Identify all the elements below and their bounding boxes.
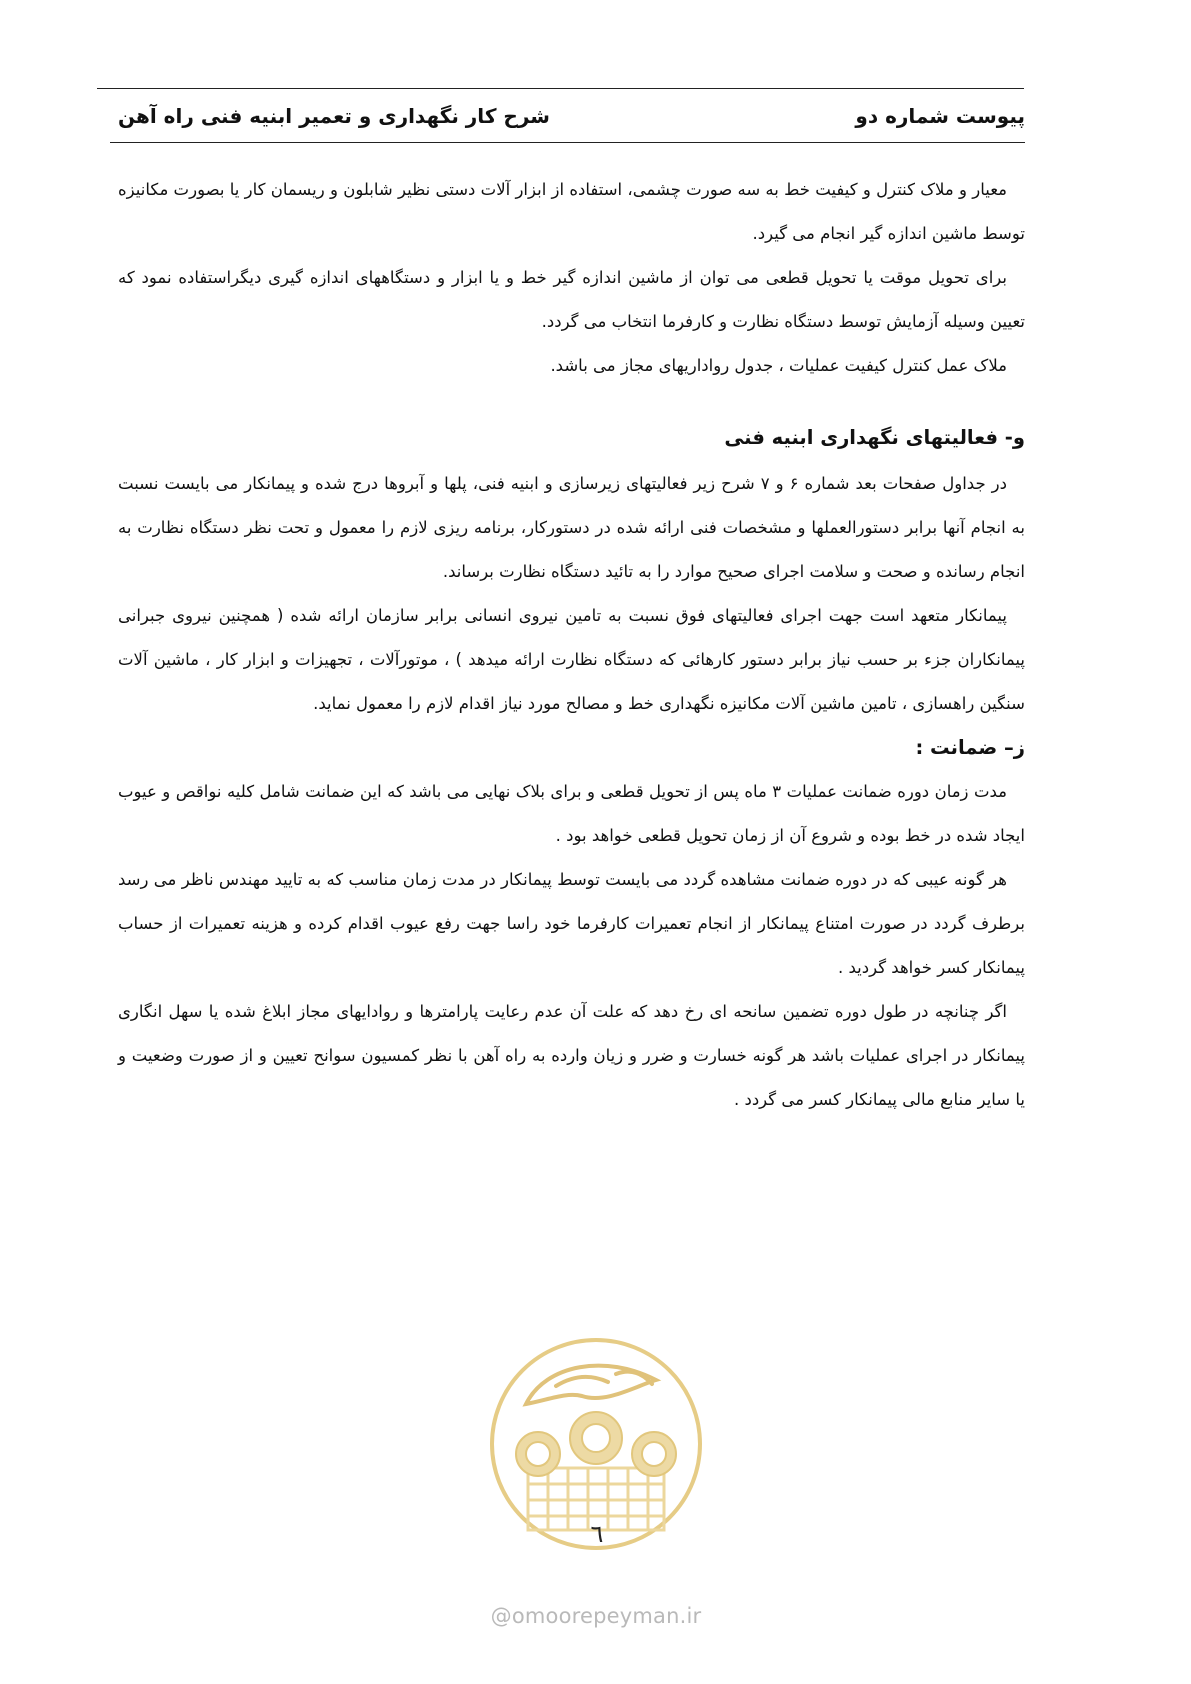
- paragraph-defect-repair: هر گونه عیبی که در دوره ضمانت مشاهده گردد می بایست توسط پیمانکار در مدت زمان مناسب که به تایید مهندس ناظر می رسد برطرف گردد در صورت امتناع پیمانکار از انجام تعمیرات کارفرما خود راسا جهت رفع عیوب اقدام کرده و هزینه تعمیرات از حساب پیمانکار کسر خواهد گردید .: [118, 870, 1025, 977]
- paragraph-maintenance-activities: در جداول صفحات بعد شماره ۶ و ۷ شرح زیر فعالیتهای زیرسازی و ابنیه فنی، پلها و آبروها درج شده و پیمانکار می بایست نسبت به انجام آنها برابر دستورالعملها و مشخصات فنی ارائه شده در دستورکار، برنامه ریزی لازم را معمول و تحت نظر دستگاه نظارت به انجام رسانده و صحت و سلامت اجرای صحیح موارد را به تائید دستگاه نظارت برساند.: [118, 474, 1025, 581]
- heading-section-v: و- فعالیتهای نگهداری ابنیه فنی: [724, 426, 1025, 449]
- paragraph-warranty-period: مدت زمان دوره ضمانت عملیات ۳ ماه پس از تحویل قطعی و برای بلاک نهایی می باشد که این ضمانت شامل کلیه نواقص و عیوب ایجاد شده در خط بوده و شروع آن از زمان تحویل قطعی خواهد بود .: [118, 782, 1025, 845]
- body-text: [118, 168, 1025, 1122]
- document-title: شرح کار نگهداری و تعمیر ابنیه فنی راه آهن: [118, 104, 550, 128]
- appendix-title: پیوست شماره دو: [855, 104, 1025, 128]
- at-icon: @: [490, 1604, 512, 1628]
- heading-section-z: ز– ضمانت :: [915, 736, 1025, 759]
- top-rule: [97, 88, 1024, 89]
- page-header: [118, 104, 1025, 138]
- paragraph-tolerance-table: ملاک عمل کنترل کیفیت عملیات ، جدول رواداریهای مجاز می باشد.: [550, 356, 1007, 375]
- header-rule: [110, 142, 1025, 143]
- paragraph-delivery-measurement: برای تحویل موقت یا تحویل قطعی می توان از ماشین اندازه گیر خط و یا ابزار و دستگاههای اندازه گیری دیگراستفاده نمود که تعیین وسیله آزمایش توسط دستگاه نظارت و کارفرما انتخاب می گردد.: [118, 268, 1025, 331]
- website-url-text: omoorepeyman.ir: [511, 1604, 702, 1628]
- paragraph-accident-liability: اگر چنانچه در طول دوره تضمین سانحه ای رخ دهد که علت آن عدم رعایت پارامترها و روادایهای مجاز ابلاغ شده یا سهل انگاری پیمانکار در اجرای عملیات باشد هر گونه خسارت و ضرر و زیان وارده به راه آهن با نظر کمسیون سوانح تعیین و از صورت وضعیت و یا سایر منابع مالی پیمانکار کسر می گردد .: [118, 1002, 1025, 1109]
- paragraph-quality-criteria: معیار و ملاک کنترل و کیفیت خط به سه صورت چشمی، استفاده از ابزار آلات دستی نظیر شابلون و ریسمان کار یا بصورت مکانیزه توسط ماشین اندازه گیر انجام می گیرد.: [118, 180, 1025, 243]
- page-number: ٦: [590, 1520, 604, 1548]
- paragraph-contractor-obligations: پیمانکار متعهد است جهت اجرای فعالیتهای فوق نسبت به تامین نیروی انسانی برابر سازمان ارائه شده ( همچنین نیروی جبرانی پیمانکاران جزء بر حسب نیاز برابر دستور کارهائی که دستگاه نظارت ارائه میدهد ) ، موتورآلات ، تجهیزات و ابزار کار ، ماشین آلات سنگین راهسازی ، تامین ماشین آلات مکانیزه نگهداری خط و مصالح مورد نیاز اقدام لازم را معمول نماید.: [118, 606, 1025, 713]
- website-url: [490, 1604, 702, 1628]
